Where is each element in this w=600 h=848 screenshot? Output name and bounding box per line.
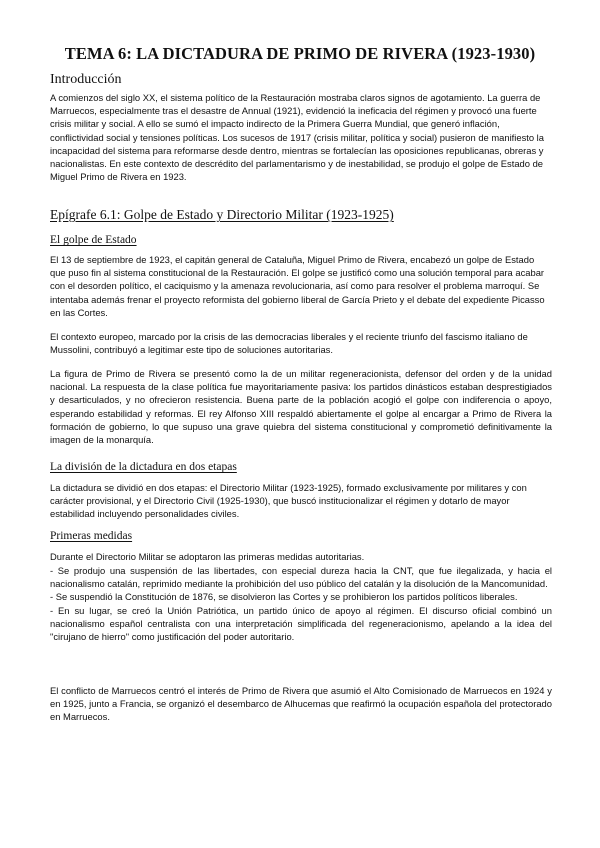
golpe-heading: El golpe de Estado: [50, 234, 137, 246]
list-item: - Se suspendió la Constitución de 1876, se disolvieron las Cortes y se prohibieron los partidos políticos liberales.: [50, 591, 518, 603]
intro-heading: Introducción: [50, 72, 122, 87]
medidas-list: [50, 564, 552, 643]
list-item: - Se produjo una suspensión de las libertades, con especial dureza hacia la CNT, que fue ilegalizada, y hacia el nacionalismo catalán, reprimido mediante la prohibición del uso público del catalán y la disolución de la Mancomunidad.: [50, 565, 552, 590]
medidas-closing: El conflicto de Marruecos centró el interés de Primo de Rivera que asumió el Alto Comisionado de Marruecos en 1924 y en 1925, junto a Francia, se organizó el desembarco de Alhucemas que reafirmó la ocupación española del protectorado en Marruecos.: [50, 685, 552, 723]
division-paragraph: La dictadura se dividió en dos etapas: el Directorio Militar (1923-1925), formado exclusivamente por militares y con carácter provisional, y el Directorio Civil (1925-1930), que buscó institucionalizar el régimen y dotarlo de mayor estabilidad incluyendo personalidades civiles.: [50, 482, 527, 520]
medidas-heading: Primeras medidas: [50, 530, 133, 542]
list-item: - En su lugar, se creó la Unión Patriótica, un partido único de apoyo al régimen. El discurso oficial combinó un nacionalismo español centralista con una interpretación simplificada del regeneracionismo, apelando a la idea del "cirujano de hierro" como justificación del poder autoritario.: [50, 604, 552, 643]
division-heading: La división de la dictadura en dos etapas: [50, 461, 237, 473]
golpe-paragraph-3: La figura de Primo de Rivera se presentó como la de un militar regeneracionista, defensor del orden y de la unidad nacional. La respuesta de la clase política fue mayoritariamente pasiva: los partidos dinásticos estaban desprestigiados y desarticulados, y no ofrecieron resistencia. Buena parte de la población acogió el golpe con indiferencia o apoyo, esperando estabilidad y reformas. El rey Alfonso XIII respaldó abiertamente el golpe al encargar a Primo de Rivera la formación de gobierno, lo que supuso una grave quiebra del sistema constitucional y comprometió definitivamente la imagen de la monarquía.: [50, 368, 552, 446]
medidas-intro: Durante el Directorio Militar se adoptaron las primeras medidas autoritarias.: [50, 551, 365, 562]
golpe-paragraph-2: El contexto europeo, marcado por la crisis de las democracias liberales y el reciente triunfo del fascismo italiano de Mussolini, contribuyó a legitimar este tipo de soluciones autoritarias.: [50, 331, 528, 356]
page-title: TEMA 6: LA DICTADURA DE PRIMO DE RIVERA (1923-1930): [64, 44, 536, 63]
golpe-paragraph-1: El 13 de septiembre de 1923, el capitán general de Cataluña, Miguel Primo de Rivera, encabezó un golpe de Estado que puso fin al sistema constitucional de la Restauración. El golpe se justificó como una solución temporal para acabar con el desorden político, el caciquismo y la amenaza revolucionaria, así como para resolver el problema marroquí. Se intentaba además frenar el proyecto reformista del gobierno liberal de García Prieto y el debate del expediente Picasso en las Cortes.: [50, 254, 545, 318]
intro-paragraph: A comienzos del siglo XX, el sistema político de la Restauración mostraba claros signos de agotamiento. La guerra de Marruecos, especialmente tras el desastre de Annual (1921), evidenció la ineficacia del régimen y provocó una fuerte crisis militar y social. A ello se sumó el impacto indirecto de la Primera Guerra Mundial, que generó inflación, conflictividad social y tensiones políticas. Los sucesos de 1917 (crisis militar, política y social) pusieron de manifiesto la incapacidad del sistema para reformarse desde dentro, mientras se fortalecían las oposiciones republicanas, obreras y nacionalistas. En este contexto de descrédito del parlamentarismo y de inestabilidad, se produjo el golpe de Estado de Miguel Primo de Rivera en 1923.: [50, 92, 544, 183]
epigrafe-heading: Epígrafe 6.1: Golpe de Estado y Directorio Militar (1923-1925): [50, 207, 394, 222]
